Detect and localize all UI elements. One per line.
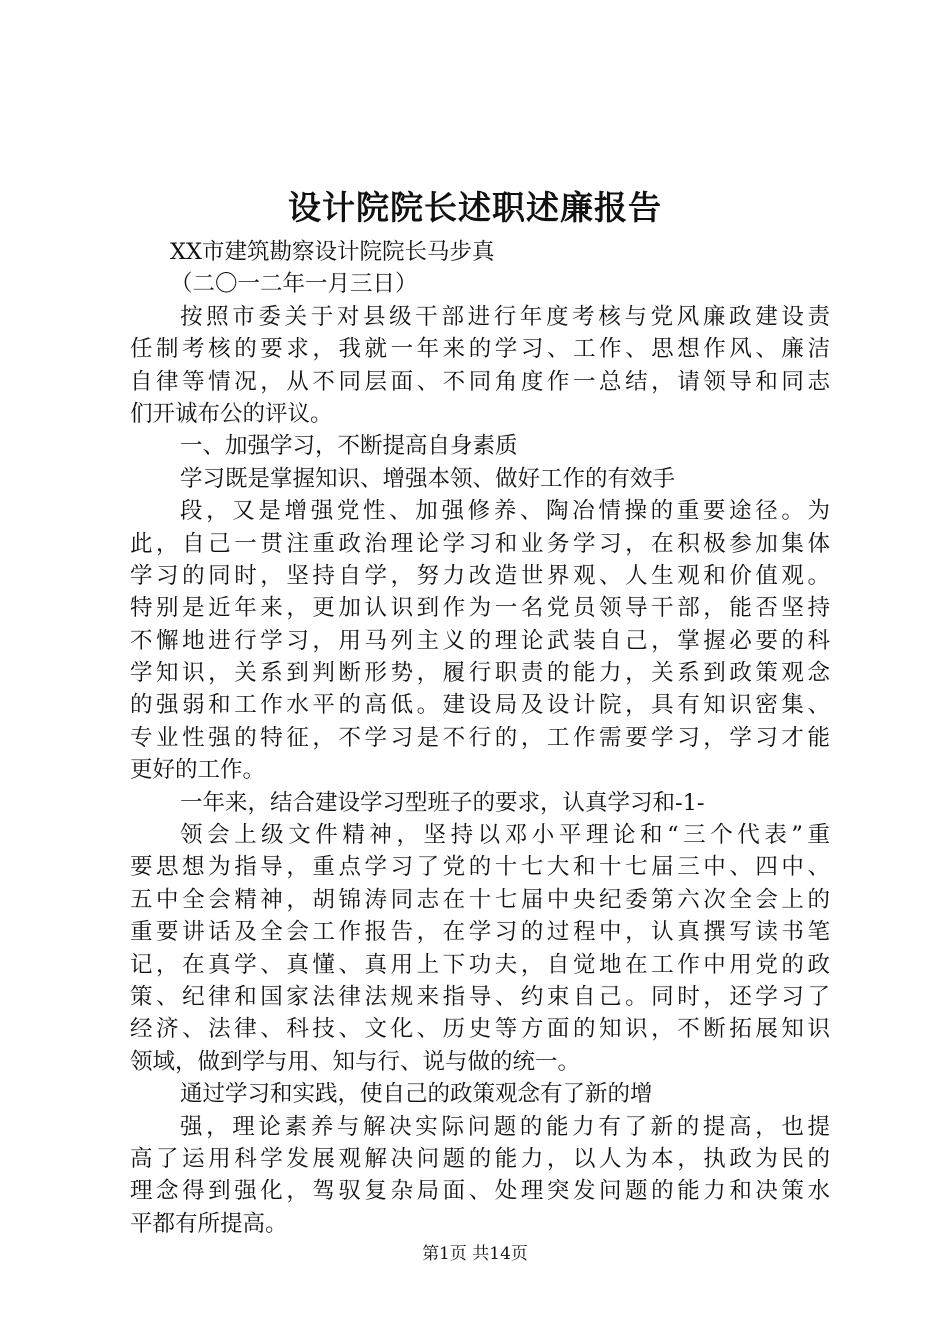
text-line: 重要讲话及全会工作报告，在学习的过程中，认真撰写读书笔 bbox=[130, 919, 830, 946]
text-line: 学知识，关系到判断形势，履行职责的能力，关系到政策观念 bbox=[130, 660, 830, 687]
text-line: 策、纪律和国家法律法规来指导、约束自己。同时，还学习了 bbox=[130, 983, 830, 1010]
text-line: 特别是近年来，更加认识到作为一名党员领导干部，能否坚持 bbox=[130, 595, 830, 622]
text-line: 领会上级文件精神，坚持以邓小平理论和“三个代表”重 bbox=[180, 822, 830, 849]
document-title: 设计院院长述职述廉报告 bbox=[288, 188, 662, 227]
text-line: 不懈地进行学习，用马列主义的理论武装自己，掌握必要的科 bbox=[130, 627, 830, 654]
text-line: 按照市委关于对县级干部进行年度考核与党风廉政建设责 bbox=[180, 303, 830, 330]
text-line: 此，自己一贯注重政治理论学习和业务学习，在积极参加集体 bbox=[130, 530, 830, 557]
text-line: 平都有所提高。 bbox=[130, 1210, 288, 1237]
document-body bbox=[130, 236, 830, 1240]
text-line: 的强弱和工作水平的高低。建设局及设计院，具有知识密集、 bbox=[130, 692, 830, 719]
text-line: 们开诚布公的评议。 bbox=[130, 400, 333, 427]
text-line: 专业性强的特征，不学习是不行的，工作需要学习，学习才能 bbox=[130, 724, 830, 751]
text-line: 记，在真学、真懂、真用上下功夫，自觉地在工作中用党的政 bbox=[130, 951, 830, 978]
text-line: 五中全会精神，胡锦涛同志在十七届中央纪委第六次全会上的 bbox=[130, 886, 830, 913]
text-line: 经济、法律、科技、文化、历史等方面的知识，不断拓展知识 bbox=[130, 1016, 830, 1043]
date-line: （二〇一二年一月三日） bbox=[170, 271, 418, 298]
text-line: 学习的同时，坚持自学，努力改造世界观、人生观和价值观。 bbox=[130, 562, 830, 589]
text-line: 学习既是掌握知识、增强本领、做好工作的有效手 bbox=[180, 465, 676, 492]
text-line: 通过学习和实践，使自己的政策观念有了新的增 bbox=[180, 1081, 653, 1108]
section-heading: 一、加强学习，不断提高自身素质 bbox=[180, 433, 518, 460]
text-line: 更好的工作。 bbox=[130, 757, 266, 784]
text-line: 自律等情况，从不同层面、不同角度作一总结，请领导和同志 bbox=[130, 368, 830, 395]
text-line: 理念得到强化，驾驭复杂局面、处理突发问题的能力和决策水 bbox=[130, 1178, 830, 1205]
text-line: 强，理论素养与解决实际问题的能力有了新的提高，也提 bbox=[180, 1113, 830, 1140]
author-line: XX市建筑勘察设计院院长马步真 bbox=[170, 239, 495, 265]
text-line: 段，又是增强党性、加强修养、陶冶情操的重要途径。为 bbox=[180, 498, 830, 525]
text-line: 领域，做到学与用、知与行、说与做的统一。 bbox=[130, 1048, 581, 1075]
text-line: 高了运用科学发展观解决问题的能力，以人为本，执政为民的 bbox=[130, 1145, 830, 1172]
page-number: 第1页 共14页 bbox=[422, 1244, 528, 1264]
text-line: 任制考核的要求，我就一年来的学习、工作、思想作风、廉洁 bbox=[130, 336, 830, 363]
text-line: 要思想为指导，重点学习了党的十七大和十七届三中、四中、 bbox=[130, 854, 830, 881]
text-line: 一年来，结合建设学习型班子的要求，认真学习和-1- bbox=[180, 789, 705, 816]
